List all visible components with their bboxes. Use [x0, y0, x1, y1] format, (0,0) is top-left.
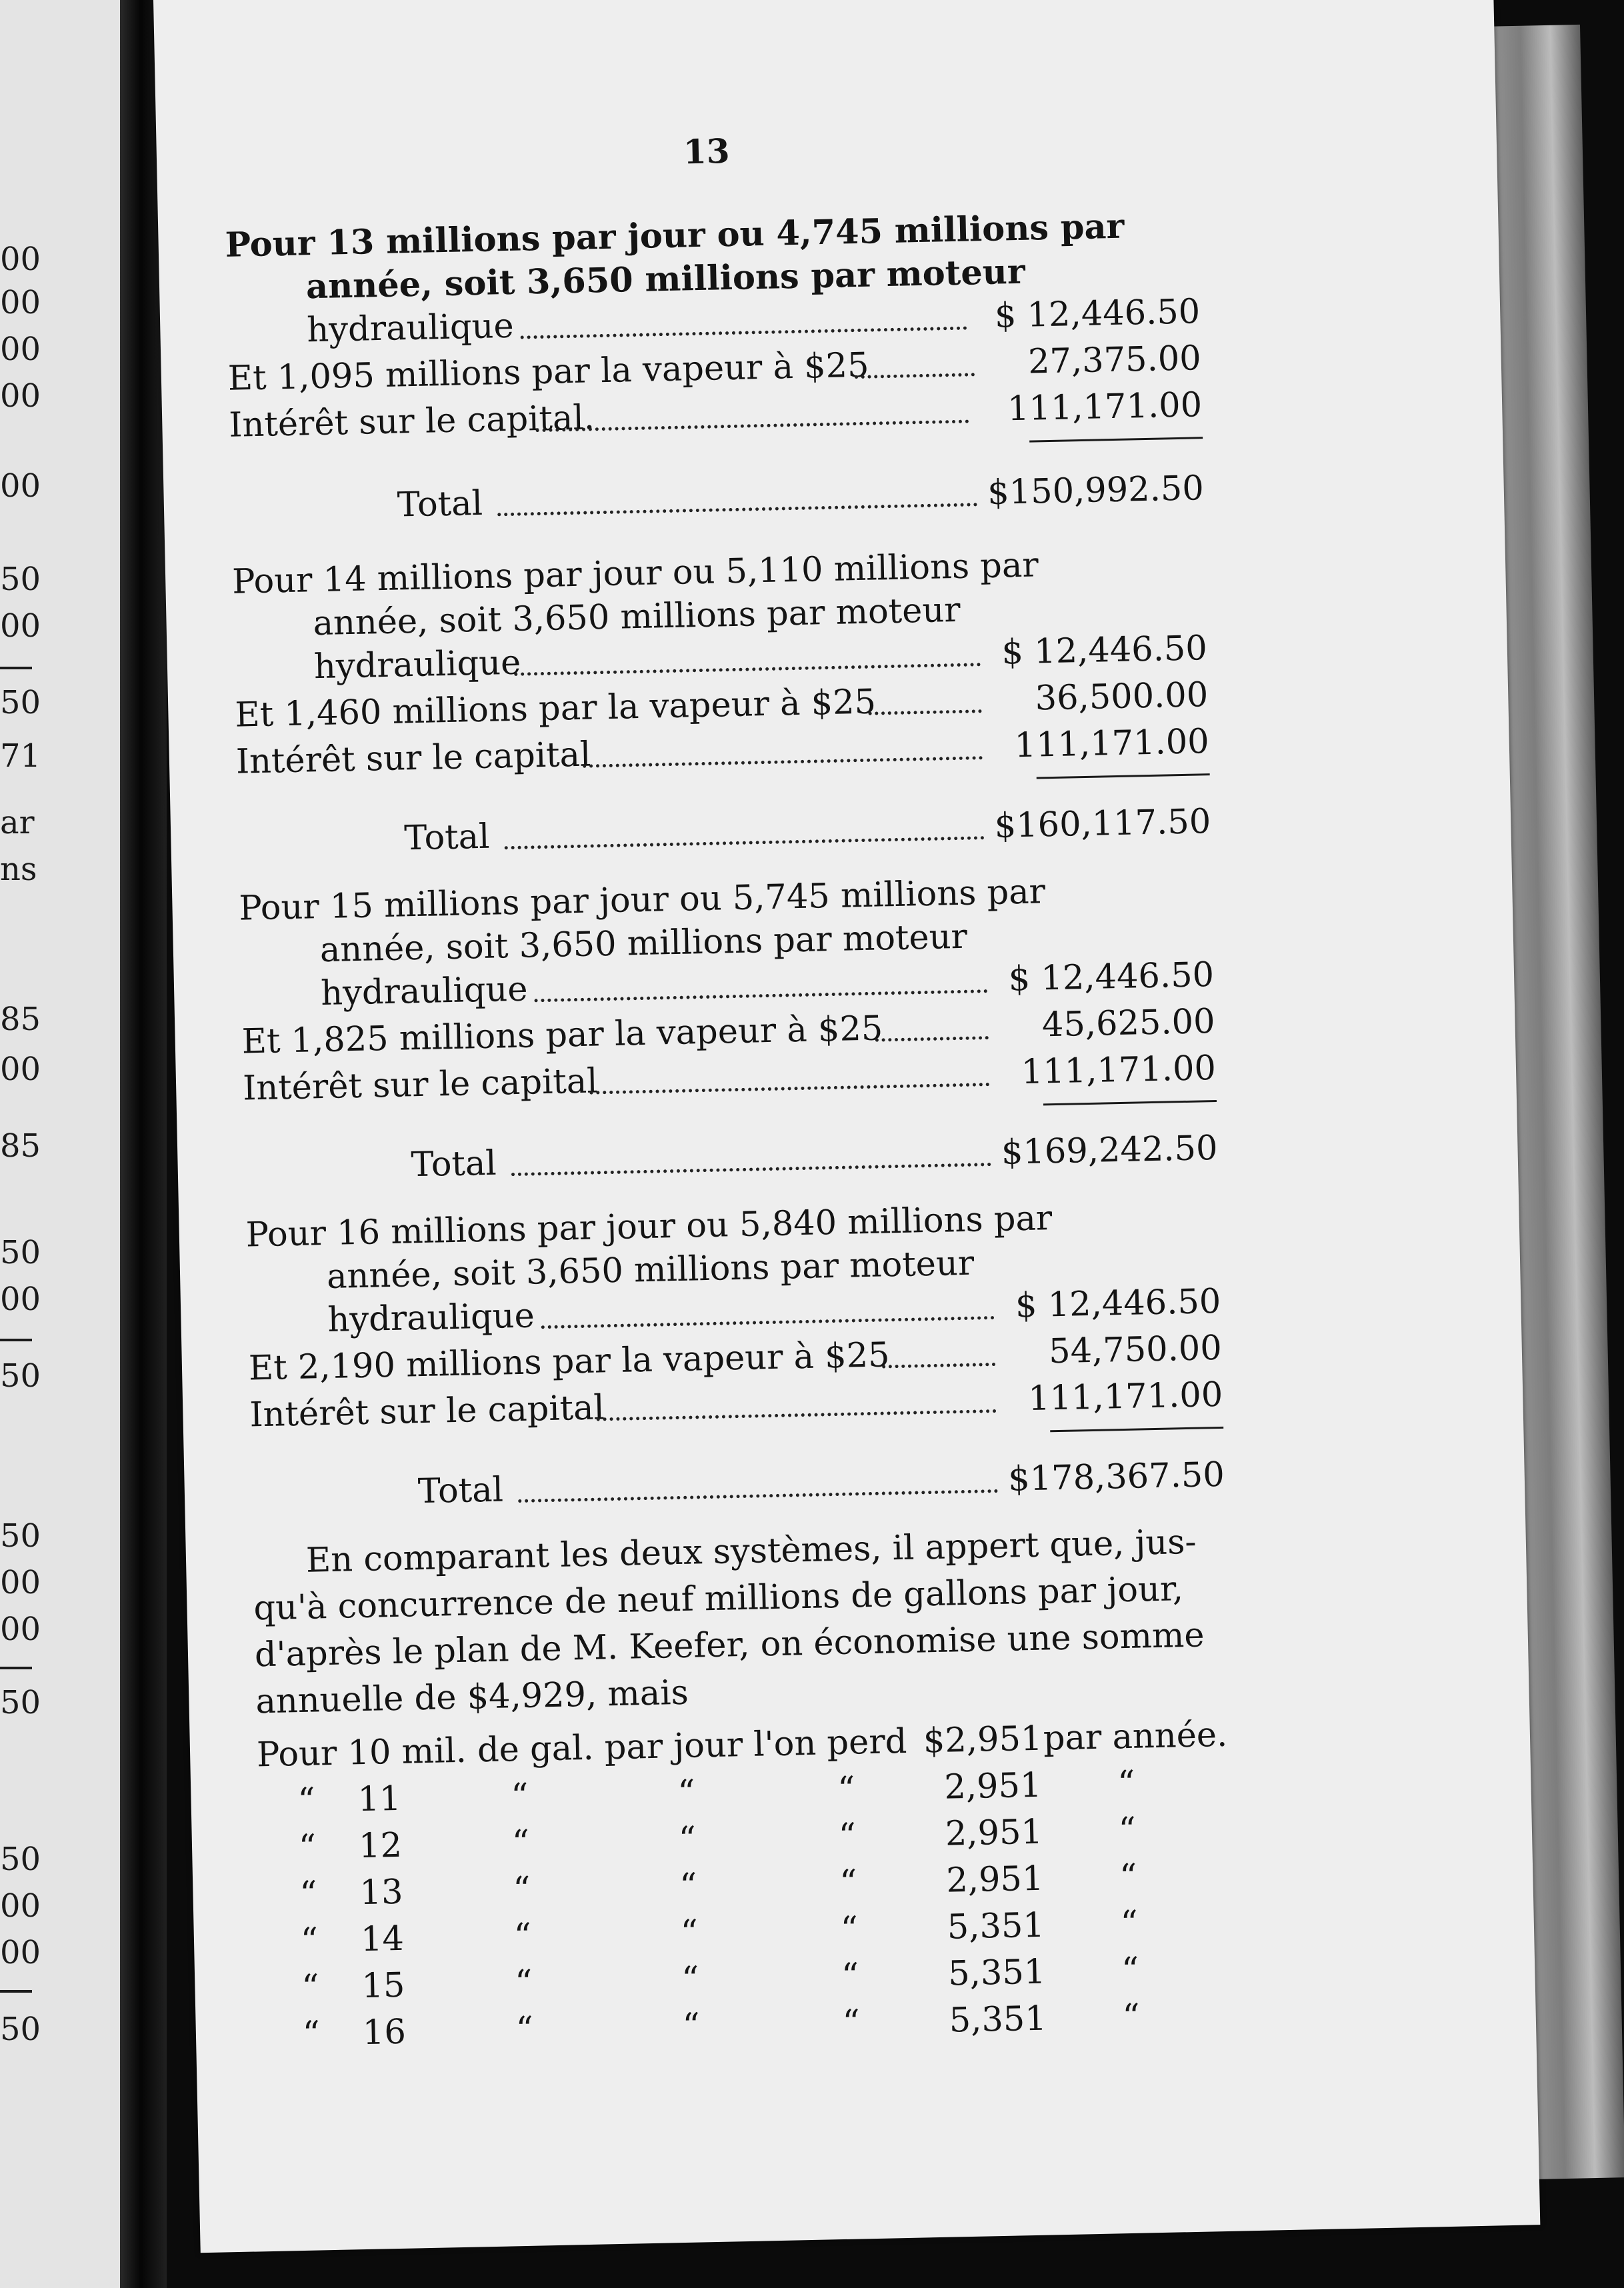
- block-line: année, soit 3,650 millions par moteur: [326, 1243, 975, 1297]
- left-fragment: 00: [0, 607, 41, 645]
- hydro-amount: $ 12,446.50: [994, 292, 1201, 336]
- block-line: hydraulique: [306, 306, 515, 351]
- left-fragment: 00: [0, 241, 41, 278]
- row-number: 16: [362, 2012, 407, 2053]
- total-label: Total: [411, 1143, 497, 1185]
- ditto-mark: “: [681, 1959, 700, 2000]
- leader-dots: [536, 420, 969, 433]
- total-label: Total: [397, 483, 483, 525]
- ditto-mark: “: [510, 1776, 529, 1817]
- ditto-mark: “: [299, 1874, 318, 1915]
- left-rule: [0, 1667, 32, 1669]
- total-amount: $150,992.50: [987, 469, 1205, 513]
- left-fragment: 71: [0, 737, 41, 775]
- paragraph-line: d'après le plan de M. Keefer, on économise une somme: [254, 1615, 1205, 1675]
- left-fragment: ar: [0, 804, 35, 841]
- ditto-mark: “: [839, 1863, 858, 1903]
- row-prefix: Pour 10 mil. de gal. par jour l'on perd: [256, 1721, 907, 1775]
- row-amount: $2,951: [923, 1719, 1043, 1761]
- left-fragment: 50: [0, 1357, 41, 1395]
- row-amount: 2,951: [945, 1859, 1044, 1901]
- paragraph-line: annuelle de $4,929, mais: [255, 1673, 689, 1722]
- steam-label: Et 1,460 millions par la vapeur à $25: [234, 682, 877, 735]
- ditto-mark: “: [1119, 1857, 1137, 1897]
- row-number: 14: [360, 1919, 405, 1960]
- total-label: Total: [417, 1470, 504, 1512]
- row-number: 12: [358, 1825, 403, 1867]
- steam-amount: 36,500.00: [1035, 675, 1209, 719]
- left-fragment: 50: [0, 1841, 41, 1878]
- left-rule: [0, 667, 32, 669]
- ditto-mark: “: [515, 2009, 534, 2050]
- left-page-edge: [0, 0, 120, 2288]
- left-fragment: 00: [0, 1887, 41, 1925]
- ditto-mark: “: [514, 1963, 533, 2003]
- ditto-mark: “: [838, 1816, 857, 1857]
- ditto-mark: “: [511, 1823, 530, 1863]
- left-fragment: 00: [0, 1051, 41, 1088]
- ditto-mark: “: [837, 1769, 856, 1810]
- left-fragment: 50: [0, 1684, 41, 1721]
- ditto-mark: “: [302, 2014, 321, 2054]
- ditto-mark: “: [840, 1909, 859, 1950]
- sum-rule: [1050, 1427, 1223, 1432]
- ditto-mark: “: [512, 1869, 531, 1910]
- left-fragment: 00: [0, 1934, 41, 1971]
- interest-label: Intérêt sur le capital.: [228, 398, 595, 445]
- interest-amount: 111,171.00: [1007, 385, 1203, 429]
- left-rule: [0, 1990, 32, 1993]
- steam-label: Et 1,825 millions par la vapeur à $25: [241, 1009, 883, 1062]
- ditto-mark: “: [300, 1921, 319, 1961]
- ditto-mark: “: [1117, 1763, 1136, 1804]
- ditto-mark: “: [1118, 1810, 1137, 1851]
- left-fragment: 50: [0, 684, 41, 721]
- steam-amount: 54,750.00: [1048, 1328, 1223, 1372]
- row-amount: 2,951: [945, 1812, 1043, 1854]
- row-number: 11: [357, 1779, 402, 1820]
- ditto-mark: “: [677, 1773, 696, 1813]
- interest-amount: 111,171.00: [1027, 1375, 1223, 1419]
- ditto-mark: “: [841, 1956, 860, 1997]
- interest-amount: 111,171.00: [1021, 1048, 1217, 1093]
- leader-dots: [541, 1316, 995, 1329]
- steam-amount: 27,375.00: [1027, 339, 1202, 382]
- block-line: hydraulique: [327, 1296, 535, 1340]
- ditto-mark: “: [678, 1819, 697, 1860]
- left-fragment: 00: [0, 467, 41, 505]
- total-label: Total: [403, 817, 490, 859]
- left-fragment: 50: [0, 2011, 41, 2048]
- steam-amount: 45,625.00: [1041, 1001, 1216, 1045]
- ditto-mark: “: [682, 2006, 701, 2047]
- left-fragment: 00: [0, 1564, 41, 1601]
- hydro-amount: $ 12,446.50: [1015, 1281, 1221, 1326]
- left-fragment: 50: [0, 561, 41, 598]
- leader-dots: [518, 1489, 998, 1503]
- block-line: hydraulique: [320, 969, 529, 1014]
- leader-dots: [535, 989, 988, 1002]
- steam-label: Et 1,095 millions par la vapeur à $25: [227, 345, 870, 399]
- row-amount: 5,351: [947, 1952, 1046, 1994]
- ditto-mark: “: [1122, 1997, 1141, 2037]
- left-fragment: 50: [0, 1234, 41, 1271]
- left-rule: [0, 1339, 32, 1341]
- paragraph-line: En comparant les deux systèmes, il appert que, jus-: [305, 1522, 1197, 1581]
- row-number: 13: [359, 1872, 404, 1913]
- sum-rule: [1029, 437, 1203, 442]
- interest-label: Intérêt sur le capital: [249, 1388, 605, 1435]
- total-amount: $160,117.50: [994, 802, 1211, 846]
- block-line: Pour 13 millions par jour ou 4,745 millions par: [225, 206, 1125, 265]
- page-number: 13: [683, 131, 731, 172]
- row-amount: 5,351: [949, 1999, 1047, 2041]
- ditto-mark: “: [842, 2003, 861, 2043]
- row-number: 15: [361, 1965, 405, 2007]
- ditto-mark: “: [679, 1866, 698, 1907]
- sum-rule: [1043, 1100, 1217, 1105]
- leader-dots: [497, 503, 977, 516]
- block-line: Pour 16 millions par jour ou 5,840 millions par: [245, 1199, 1053, 1255]
- left-fragment: 00: [0, 1281, 41, 1318]
- leader-dots: [514, 663, 981, 676]
- interest-amount: 111,171.00: [1014, 722, 1210, 766]
- left-fragment: ns: [0, 851, 37, 888]
- block-line: Pour 15 millions par jour ou 5,745 millions par: [238, 872, 1046, 929]
- ditto-mark: “: [1121, 1950, 1139, 1991]
- left-fragment: 00: [0, 377, 41, 415]
- paragraph-line: qu'à concurrence de neuf millions de gallons par jour,: [253, 1569, 1184, 1629]
- left-fragment: 00: [0, 331, 41, 368]
- block-line: année, soit 3,650 millions par moteur: [319, 917, 968, 971]
- block-line: année, soit 3,650 millions par moteur: [305, 251, 1026, 307]
- left-fragment: 00: [0, 284, 41, 321]
- leader-dots: [511, 1163, 991, 1176]
- row-suffix: par année.: [1043, 1715, 1228, 1759]
- leader-dots: [521, 327, 967, 339]
- hydro-amount: $ 12,446.50: [1008, 955, 1215, 999]
- interest-label: Intérêt sur le capital: [242, 1061, 599, 1109]
- total-amount: $178,367.50: [1007, 1455, 1225, 1499]
- row-amount: 5,351: [947, 1905, 1045, 1947]
- steam-label: Et 2,190 millions par la vapeur à $25: [248, 1335, 891, 1389]
- sum-rule: [1037, 773, 1210, 779]
- ditto-mark: “: [513, 1916, 532, 1957]
- row-amount: 2,951: [943, 1765, 1043, 1807]
- ditto-mark: “: [298, 1827, 317, 1868]
- left-fragment: 50: [0, 1517, 41, 1555]
- interest-label: Intérêt sur le capital: [235, 735, 591, 782]
- left-fragment: 85: [0, 1127, 41, 1165]
- left-fragment: 85: [0, 1001, 41, 1038]
- block-line: année, soit 3,650 millions par moteur: [313, 590, 961, 644]
- ditto-mark: “: [297, 1781, 316, 1821]
- block-line: hydraulique: [313, 643, 521, 687]
- book-page: [153, 0, 1540, 2253]
- ditto-mark: “: [1120, 1903, 1139, 1944]
- total-amount: $169,242.50: [1001, 1128, 1219, 1173]
- block-line: Pour 14 millions par jour ou 5,110 millions par: [231, 545, 1039, 602]
- leader-dots: [505, 836, 985, 849]
- book-spine: [120, 0, 167, 2288]
- ditto-mark: “: [680, 1913, 699, 1953]
- ditto-mark: “: [301, 1967, 320, 2007]
- left-fragment: 00: [0, 1611, 41, 1648]
- hydro-amount: $ 12,446.50: [1001, 629, 1208, 673]
